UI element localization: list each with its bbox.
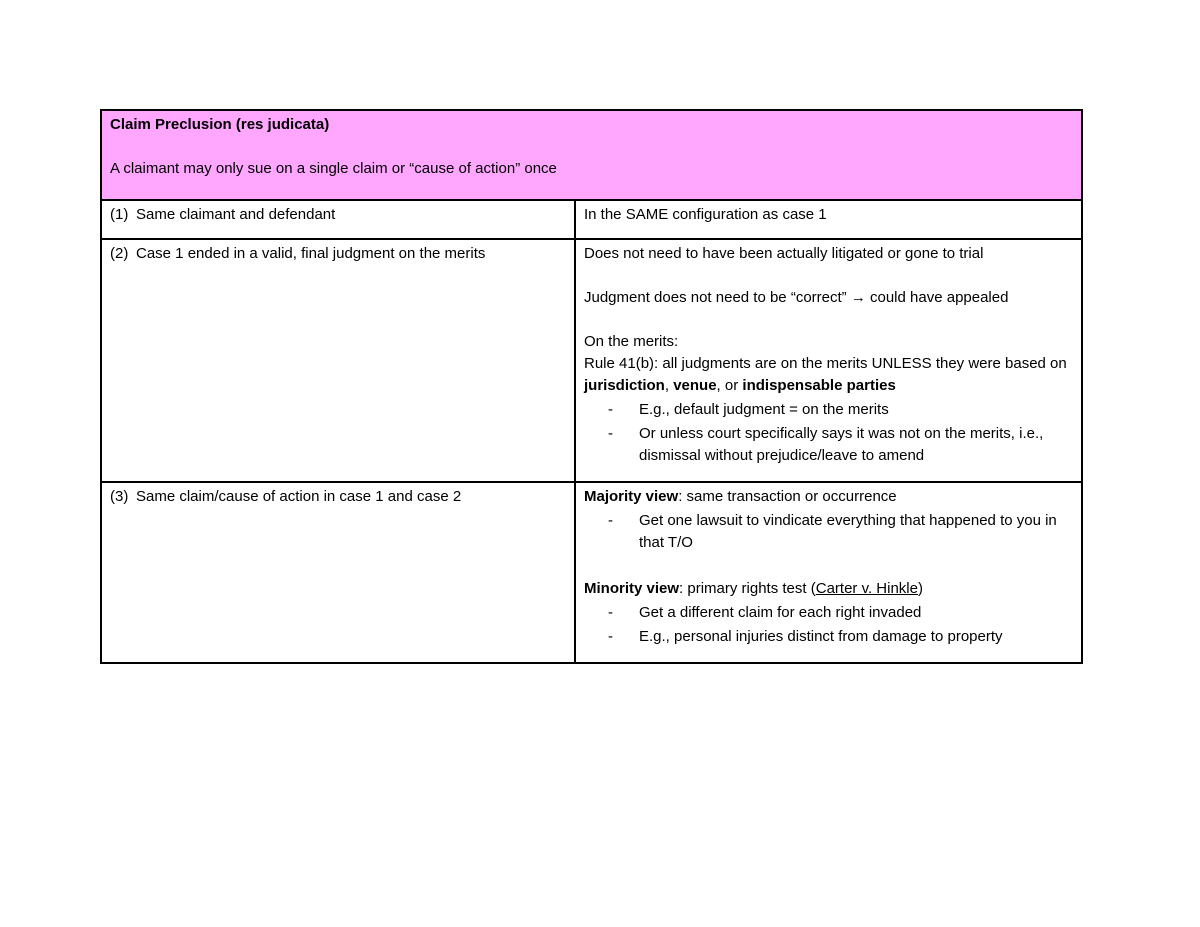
claim-preclusion-table — [100, 109, 1083, 664]
majority-label: Majority view — [584, 488, 679, 505]
table-row — [101, 239, 1082, 482]
case-citation: Carter v. Hinkle — [815, 580, 918, 597]
rule-41b-text — [584, 353, 1073, 397]
row-detail: In the SAME configuration as case 1 — [584, 206, 827, 223]
separator: , — [664, 377, 670, 394]
row-number: (2) — [110, 245, 129, 262]
arrow-right-icon: → — [850, 289, 866, 306]
row-label: Case 1 ended in a valid, final judgment on the merits — [136, 245, 486, 262]
table-row — [101, 200, 1082, 239]
row2-right-cell — [575, 239, 1082, 482]
list-item: - Get one lawsuit to vindicate everything that happened to you in that T/O — [608, 510, 1073, 554]
minority-text: : primary rights test ( — [679, 580, 816, 597]
majority-list — [584, 510, 1073, 554]
majority-view — [584, 486, 1073, 508]
minority-list — [584, 602, 1073, 648]
row-number: (1) — [110, 206, 129, 223]
list-item: - Or unless court specifically says it was not on the merits, i.e., dismissal without prejudice/leave to amend — [608, 423, 1073, 467]
minority-view — [584, 578, 1073, 600]
appeal-text: could have appealed — [870, 289, 1009, 306]
row3-left-cell — [101, 482, 575, 663]
minority-label: Minority view — [584, 580, 680, 597]
list-item: - E.g., personal injuries distinct from damage to property — [608, 626, 1073, 648]
parties-term: indispensable parties — [742, 377, 896, 394]
header-cell — [101, 110, 1082, 200]
row-label: Same claim/cause of action in case 1 and case 2 — [136, 488, 462, 505]
list-item: - Get a different claim for each right invaded — [608, 602, 1073, 624]
row2-left-cell — [101, 239, 575, 482]
table-row — [101, 482, 1082, 663]
separator: , or — [716, 377, 739, 394]
merits-heading: On the merits: — [584, 333, 679, 350]
list-item: - E.g., default judgment = on the merits — [608, 399, 1073, 421]
row-label: Same claimant and defendant — [136, 206, 336, 223]
majority-text: : same transaction or occurrence — [678, 488, 897, 505]
header-row — [101, 110, 1082, 200]
row-detail-correctness — [584, 287, 1073, 309]
row-detail: Does not need to have been actually litigated or gone to trial — [584, 245, 984, 262]
row3-right-cell — [575, 482, 1082, 663]
row-number: (3) — [110, 488, 129, 505]
row1-left-cell — [101, 200, 575, 239]
merits-list — [584, 399, 1073, 467]
venue-term: venue — [673, 377, 717, 394]
table-title: Claim Preclusion (res judicata) — [110, 116, 330, 133]
jurisdiction-term: jurisdiction — [584, 377, 665, 394]
rule-text: Rule 41(b): all judgments are on the merits UNLESS they were based on — [584, 355, 1067, 372]
correct-text: Judgment does not need to be “correct” — [584, 289, 847, 306]
minority-text-end: ) — [917, 580, 923, 597]
row1-right-cell — [575, 200, 1082, 239]
table-subtitle: A claimant may only sue on a single claim or “cause of action” once — [110, 160, 557, 177]
